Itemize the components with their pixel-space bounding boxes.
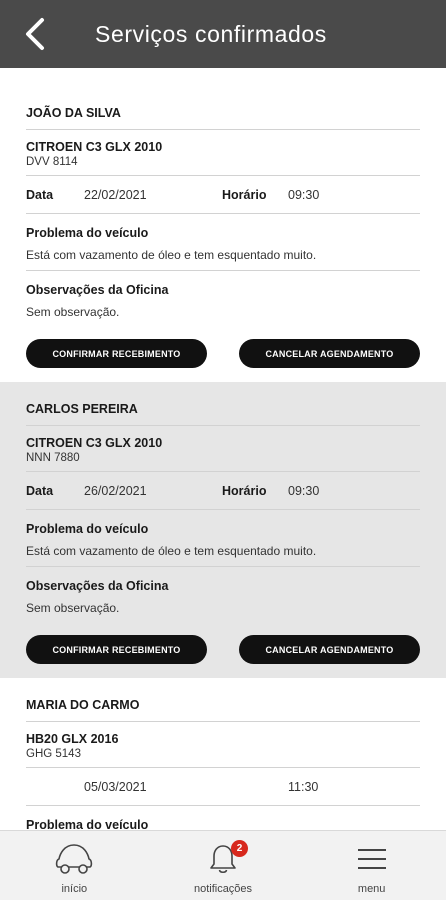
bottom-navigation: [0, 830, 446, 900]
nav-menu-icon-wrap: [356, 841, 388, 877]
client-name: JOÃO DA SILVA: [26, 68, 420, 130]
problem-text: Está com vazamento de óleo e tem esquentado muito.: [26, 544, 317, 558]
observation-block: [26, 567, 420, 624]
card-actions: [26, 635, 420, 664]
cancel-appointment-button[interactable]: CANCELAR AGENDAMENTO: [239, 635, 420, 664]
service-card: [0, 684, 446, 830]
schedule-row: [26, 472, 420, 510]
observation-block: [26, 271, 420, 328]
notification-count-badge: 2: [231, 840, 248, 857]
nav-home-icon-wrap: [54, 841, 94, 877]
time-value: 09:30: [288, 187, 320, 202]
time-value: 09:30: [288, 483, 320, 498]
nav-notifications-icon-wrap: [206, 841, 243, 877]
date-label: Data: [26, 187, 54, 202]
observation-text: Sem observação.: [26, 305, 120, 319]
observation-label: Observações da Oficina: [26, 283, 169, 297]
cancel-appointment-button[interactable]: CANCELAR AGENDAMENTO: [239, 339, 420, 368]
date-label: Data: [26, 483, 54, 498]
nav-menu-label: menu: [357, 883, 386, 895]
nav-notifications[interactable]: [149, 831, 298, 900]
problem-block: [26, 510, 420, 567]
services-list[interactable]: [0, 68, 446, 830]
problem-label: Problema do veículo: [26, 226, 149, 240]
time-value: 11:30: [288, 779, 319, 794]
problem-block: [26, 806, 420, 830]
schedule-row: [26, 768, 420, 806]
time-label: Horário: [222, 483, 267, 498]
nav-home-label: início: [61, 883, 88, 895]
client-name: CARLOS PEREIRA: [26, 382, 420, 426]
confirm-receipt-button[interactable]: CONFIRMAR RECEBIMENTO: [26, 339, 207, 368]
confirm-receipt-button[interactable]: CONFIRMAR RECEBIMENTO: [26, 635, 207, 664]
page-title: Serviços confirmados: [95, 20, 327, 47]
problem-label: Problema do veículo: [26, 818, 149, 830]
time-label: Horário: [222, 187, 267, 202]
nav-menu[interactable]: [297, 831, 446, 900]
problem-block: [26, 214, 420, 271]
back-button[interactable]: [0, 0, 70, 68]
vehicle-info: [26, 722, 420, 768]
app-header: [0, 0, 446, 68]
date-value: 26/02/2021: [84, 483, 147, 498]
problem-label: Problema do veículo: [26, 522, 149, 536]
observation-label: Observações da Oficina: [26, 579, 169, 593]
observation-text: Sem observação.: [26, 601, 120, 615]
vehicle-info: [26, 130, 420, 176]
chevron-left-icon: [24, 17, 46, 51]
date-value: 05/03/2021: [84, 779, 147, 794]
vehicle-model: HB20 GLX 2016: [26, 732, 119, 746]
vehicle-plate: GHG 5143: [26, 748, 81, 760]
service-card: [0, 68, 446, 382]
vehicle-model: CITROEN C3 GLX 2010: [26, 436, 163, 450]
nav-notifications-label: notificações: [193, 883, 253, 895]
problem-text: Está com vazamento de óleo e tem esquentado muito.: [26, 248, 317, 262]
schedule-row: [26, 176, 420, 214]
nav-home[interactable]: [0, 831, 149, 900]
service-card: [0, 382, 446, 678]
date-value: 22/02/2021: [84, 187, 147, 202]
card-actions: [26, 339, 420, 368]
vehicle-info: [26, 426, 420, 472]
vehicle-plate: DVV 8114: [26, 156, 78, 168]
vehicle-model: CITROEN C3 GLX 2010: [26, 140, 163, 154]
hamburger-icon: [356, 846, 388, 872]
vehicle-plate: NNN 7880: [26, 452, 80, 464]
car-icon: [54, 842, 94, 876]
client-name: MARIA DO CARMO: [26, 684, 420, 722]
